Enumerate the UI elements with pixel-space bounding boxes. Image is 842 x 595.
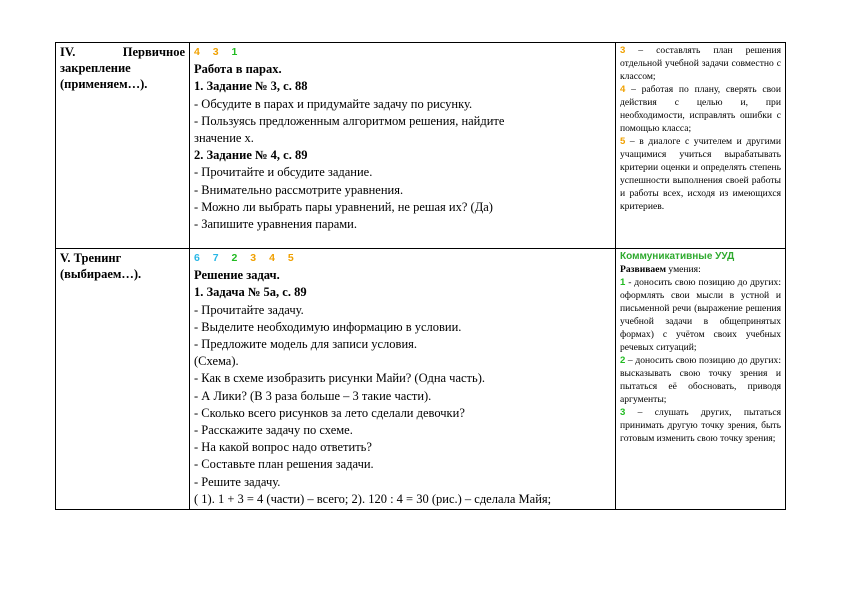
list-item: значение х.: [194, 131, 254, 146]
uud-cell: [616, 249, 786, 510]
activity-title: Работа в парах.: [194, 62, 282, 77]
activity-cell: [190, 43, 616, 249]
uud-cell: [616, 43, 786, 249]
list-item: - Выделите необходимую информацию в условии.: [194, 319, 462, 334]
stage-title: V. Тренинг (выбираем…).: [60, 251, 142, 281]
list-item: - Составьте план решения задачи.: [194, 457, 374, 472]
uud-numbers: 4 3 1: [194, 46, 243, 58]
stage-cell: [56, 249, 190, 510]
list-item: - Пользуясь предложенным алгоритмом решения, найдите: [194, 113, 505, 128]
activity-title: Решение задач.: [194, 268, 280, 283]
uud-item: 3 – слушать других, пытаться принимать другую точку зрения, быть готовым изменить свою точку зрения;: [620, 407, 781, 444]
list-item: - Прочитайте задачу.: [194, 302, 304, 317]
list-item: - А Лики? (В 3 раза больше – 3 такие части).: [194, 388, 432, 403]
list-item: - На какой вопрос надо ответить?: [194, 440, 372, 455]
list-item: - Можно ли выбрать пары уравнений, не решая их? (Да): [194, 199, 493, 214]
stage-title: IV. Первичное закрепление (применяем…).: [60, 45, 185, 91]
stage-cell: [56, 43, 190, 249]
list-item: - Предложите модель для записи условия.: [194, 337, 418, 352]
list-item: ( 1). 1 + 3 = 4 (части) – всего; 2). 120 : 4 = 30 (рис.) – сделала Майя;: [194, 491, 552, 506]
list-item: - Сколько всего рисунков за лето сделали девочки?: [194, 405, 465, 420]
table-row: [56, 43, 786, 249]
list-item: - Обсудите в парах и придумайте задачу по рисунку.: [194, 96, 473, 111]
activity-cell: [190, 249, 616, 510]
uud-numbers: 6 7 2 3 4 5: [194, 252, 299, 264]
task-heading: 2. Задание № 4, с. 89: [194, 148, 308, 163]
list-item: - Как в схеме изобразить рисунки Майи? (Одна часть).: [194, 371, 486, 386]
uud-item: 5 – в диалоге с учителем и другими учащимися учиться вырабатывать критерии оценки и определять степень успешности выполнения своей работы и работы всех, исходя из имеющихся критериев.: [620, 136, 781, 212]
task-heading: 1. Задача № 5а, с. 89: [194, 285, 307, 300]
uud-heading: Коммуникативные УУД: [620, 251, 735, 262]
task-heading: 1. Задание № 3, с. 88: [194, 79, 308, 94]
uud-item: 1 - доносить свою позицию до других: оформлять свои мысли в устной и письменной речи (выражение решения учебной задачи в общепринятых формах) с учётом своих учебных речевых ситуаций;: [620, 277, 781, 353]
list-item: - Решите задачу.: [194, 474, 281, 489]
uud-subheading: Развиваем умения:: [620, 264, 701, 275]
table-row: [56, 249, 786, 510]
uud-item: 2 – доносить свою позицию до других: высказывать свою точку зрения и пытаться её обосновать, приводя аргументы;: [620, 355, 781, 405]
list-item: - Расскажите задачу по схеме.: [194, 423, 353, 438]
list-item: (Схема).: [194, 354, 239, 369]
uud-item: 3 – составлять план решения отдельной учебной задачи совместно с классом;: [620, 45, 781, 82]
list-item: - Запишите уравнения парами.: [194, 217, 357, 232]
list-item: - Прочитайте и обсудите задание.: [194, 165, 373, 180]
lesson-table: [55, 42, 786, 510]
uud-item: 4 – работая по плану, сверять свои действия с целью и, при необходимости, исправлять ошибки с помощью класса;: [620, 84, 781, 134]
list-item: - Внимательно рассмотрите уравнения.: [194, 182, 404, 197]
